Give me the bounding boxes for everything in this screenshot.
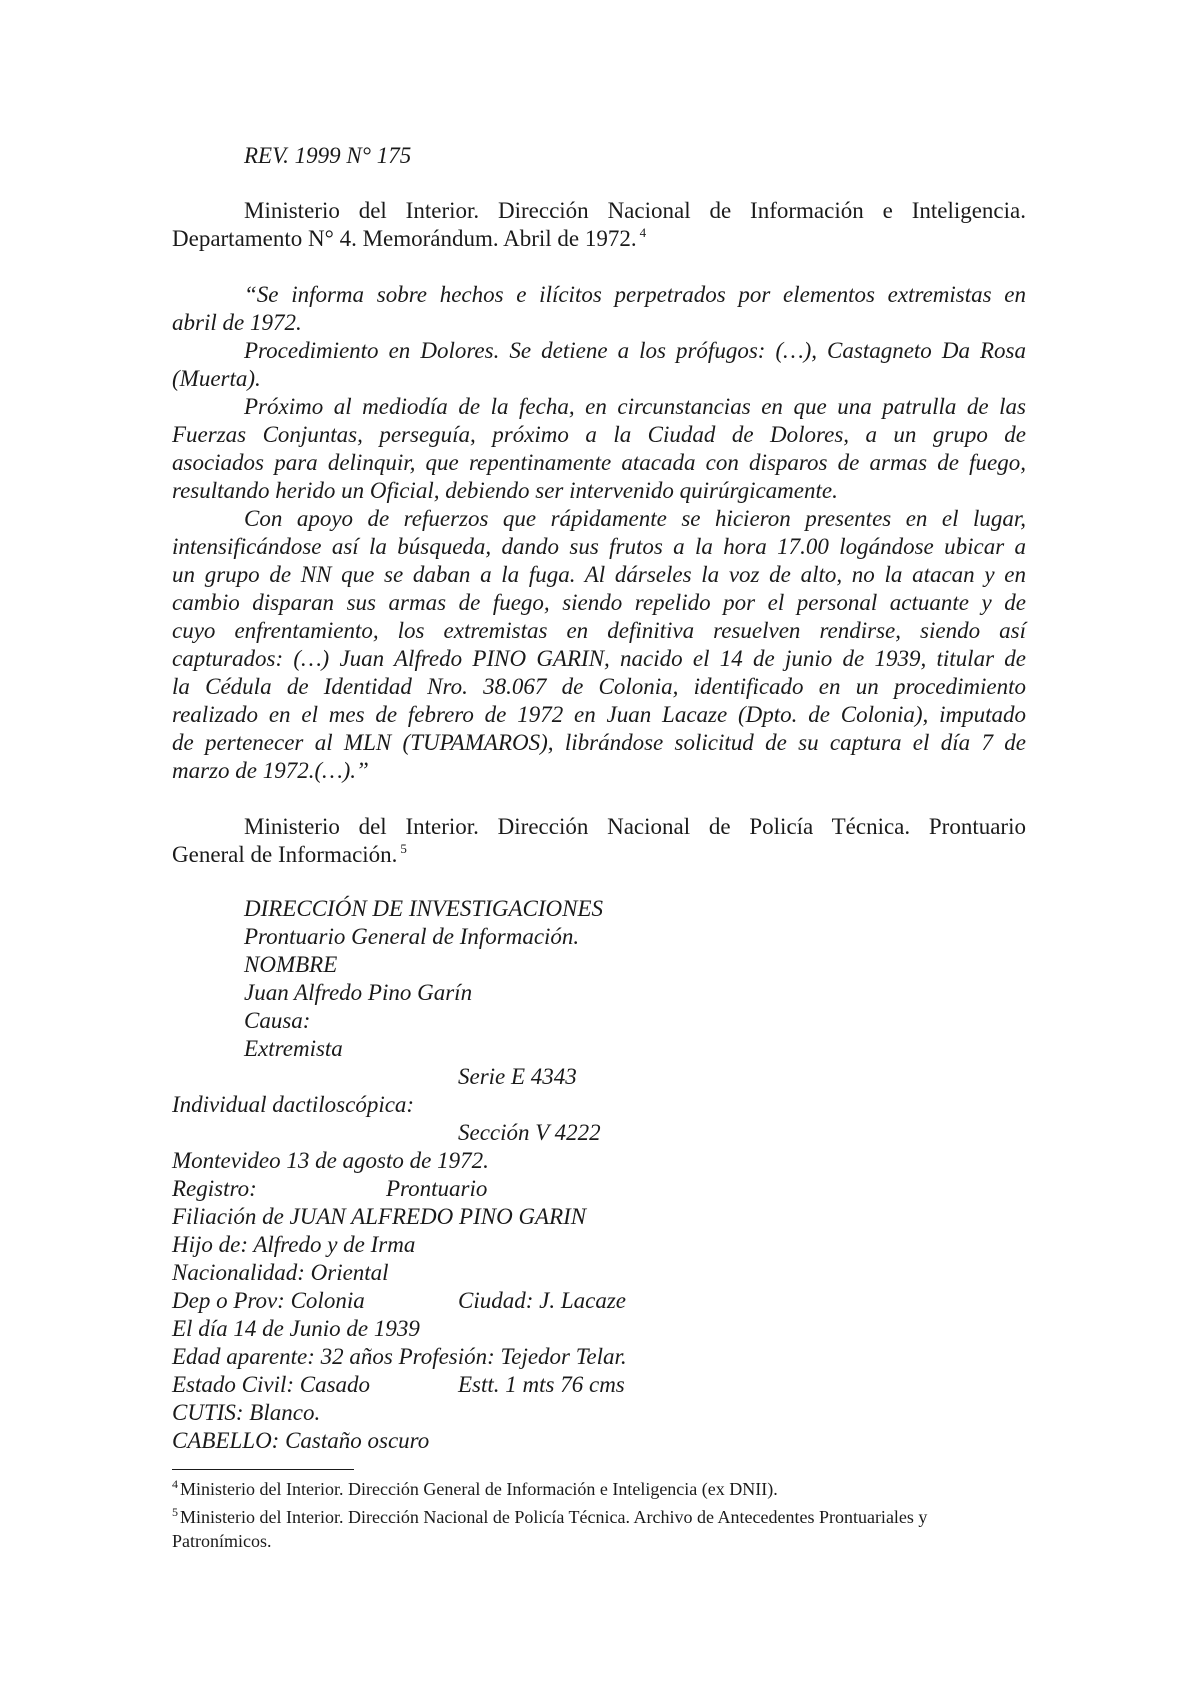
causa-value: Extremista xyxy=(244,1036,343,1061)
record-heading: DIRECCIÓN DE INVESTIGACIONES xyxy=(244,896,604,921)
quote-line: un grupo de NN que se daban a la fuga. Al dárseles la voz de alto, no la atacan y en xyxy=(172,562,1026,587)
quote-line: abril de 1972. xyxy=(172,310,302,335)
footnote-ref-5: 5 xyxy=(400,841,407,857)
paragraph-line: Departamento N° 4. Memorándum. Abril de 1972. $^4$ xyxy=(172,225,647,251)
source-paragraph-2 xyxy=(172,813,1026,869)
quote-line: de pertenecer al MLN (TUPAMAROS), librándose solicitud de su captura el día 7 de xyxy=(172,730,1026,755)
quote-line: (Muerta). xyxy=(172,366,261,391)
fecha-nacimiento: El día 14 de Junio de 1939 xyxy=(172,1316,420,1341)
memorandum-quote xyxy=(172,281,1026,785)
cabello: CABELLO: Castaño oscuro xyxy=(172,1428,430,1453)
nombre-value: Juan Alfredo Pino Garín xyxy=(244,980,473,1005)
nombre-label: NOMBRE xyxy=(244,952,338,977)
paragraph-line: Ministerio del Interior. Dirección Nacional de Información e Inteligencia. xyxy=(244,198,1026,223)
quote-line: Fuerzas Conjuntas, perseguía, próximo a la Ciudad de Dolores, a un grupo de xyxy=(172,422,1026,447)
quote-line: resultando herido un Oficial, debiendo ser intervenido quirúrgicamente. xyxy=(172,478,838,503)
dep-prov: Dep o Prov: Colonia xyxy=(172,1288,365,1313)
quote-line: cambio disparan sus armas de fuego, siendo repelido por el personal actuante y de xyxy=(172,590,1026,615)
quote-line: cuyo enfrentamiento, los extremistas en definitiva resuelven rendirse, siendo así xyxy=(172,618,1026,643)
footnote-ref-4: 4 xyxy=(639,225,647,241)
quote-line: capturados: (…) Juan Alfredo PINO GARIN, nacido el 14 de junio de 1939, titular de xyxy=(172,646,1026,671)
causa-label: Causa: xyxy=(244,1008,311,1033)
footnote-number: 4 xyxy=(172,1477,178,1491)
registro-label: Registro: xyxy=(172,1176,257,1201)
hijo-de: Hijo de: Alfredo y de Irma xyxy=(172,1232,416,1257)
quote-line: intensificándose así la búsqueda, dando sus frutos a la hora 17.00 logándose ubicar a xyxy=(172,534,1026,559)
quote-line: marzo de 1972.(…).” xyxy=(172,758,369,783)
record-subheading: Prontuario General de Información. xyxy=(244,924,580,949)
footnote-line xyxy=(172,1505,1026,1529)
cutis: CUTIS: Blanco. xyxy=(172,1400,321,1425)
quote-line: “Se informa sobre hechos e ilícitos perpetrados por elementos extremistas en xyxy=(244,282,1026,307)
seccion-value: Sección V 4222 xyxy=(458,1120,601,1145)
footnote-text: Ministerio del Interior. Dirección General de Información e Inteligencia (ex DNII). xyxy=(180,1479,778,1499)
quote-line: la Cédula de Identidad Nro. 38.067 de Colonia, identificado en un procedimiento xyxy=(172,674,1026,699)
quote-line: asociados para delinquir, que repentinamente atacada con disparos de armas de fuego, xyxy=(172,450,1026,475)
footnote-5 xyxy=(172,1505,1026,1553)
paragraph-line: Ministerio del Interior. Dirección Nacional de Policía Técnica. Prontuario xyxy=(244,814,1026,839)
serie-value: Serie E 4343 xyxy=(458,1064,577,1089)
ciudad: Ciudad: J. Lacaze xyxy=(458,1288,627,1313)
filiacion: Filiación de JUAN ALFREDO PINO GARIN xyxy=(172,1204,587,1229)
footnote-number: 5 xyxy=(172,1505,178,1519)
registro-value: Prontuario xyxy=(386,1176,488,1201)
quote-line: Próximo al mediodía de la fecha, en circunstancias en que una patrulla de las xyxy=(244,394,1026,419)
source-paragraph-1 xyxy=(172,197,1026,253)
quote-line: Procedimiento en Dolores. Se detiene a los prófugos: (…), Castagneto Da Rosa xyxy=(244,338,1026,363)
edad-profesion: Edad aparente: 32 años Profesión: Tejedor Telar. xyxy=(172,1344,627,1369)
quote-line: realizado en el mes de febrero de 1972 en Juan Lacaze (Dpto. de Colonia), imputado xyxy=(172,702,1026,727)
estatura: Estt. 1 mts 76 cms xyxy=(458,1372,625,1397)
footnote-4 xyxy=(172,1477,1026,1501)
footnote-separator xyxy=(172,1469,354,1470)
paragraph-line: General de Información. $^5$ xyxy=(172,841,407,867)
record-date: Montevideo 13 de agosto de 1972. xyxy=(172,1148,489,1173)
nacionalidad: Nacionalidad: Oriental xyxy=(172,1260,389,1285)
individual-label: Individual dactiloscópica: xyxy=(172,1092,415,1117)
estado-civil: Estado Civil: Casado xyxy=(172,1372,371,1397)
footnote-text-continued: Patronímicos. xyxy=(172,1531,272,1551)
quote-line: Con apoyo de refuerzos que rápidamente se hicieron presentes en el lugar, xyxy=(244,506,1026,531)
footnote-text: Ministerio del Interior. Dirección Nacional de Policía Técnica. Archivo de Antecedentes Prontuariales y xyxy=(180,1507,928,1527)
revision-label: REV. 1999 N° 175 xyxy=(244,143,412,168)
